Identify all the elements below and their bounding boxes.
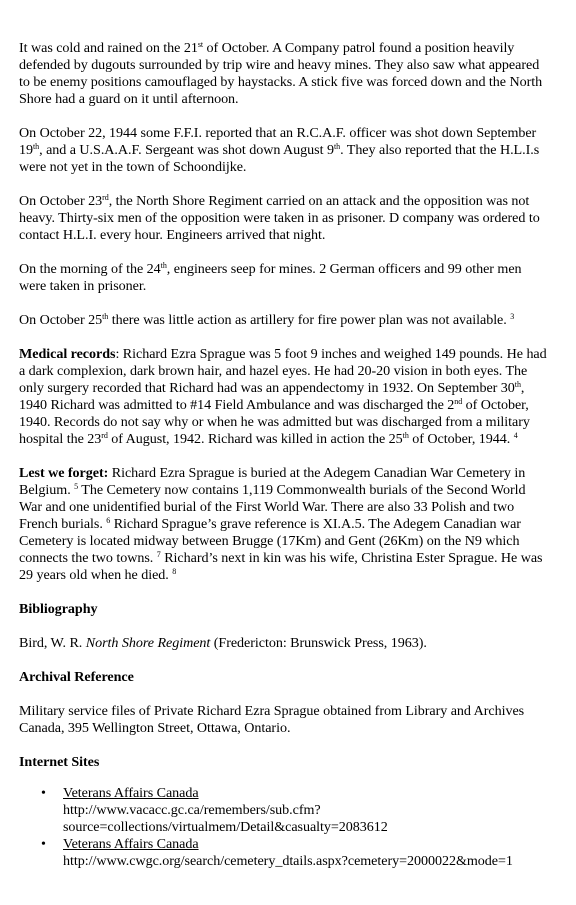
lest-we-forget-label: Lest we forget: (19, 465, 109, 481)
list-item (19, 785, 549, 836)
site-url-continued: source=collections/virtualmem/Detail&casualty=2083612 (63, 819, 388, 835)
site-url: http://www.cwgc.org/search/cemetery_dtails.aspx?cemetery=2000022&mode=1 (63, 853, 513, 869)
veterans-affairs-link[interactable]: Veterans Affairs Canada (63, 785, 199, 801)
paragraph-oct-22: On October 22, 1944 some F.F.I. reported that an R.C.A.F. officer was shot down September 19th, and a U.S.A.A.F. Sergeant was shot down August 9th. They also reported that the H.L.I.s were not yet in the town of Schoondijke. (19, 125, 540, 175)
archival-reference-text: Military service files of Private Richard Ezra Sprague obtained from Library and Archives Canada, 395 Wellington Street, Ottawa, Ontario. (19, 703, 525, 736)
bibliography-heading: Bibliography (19, 601, 98, 617)
bibliography-title: North Shore Regiment (85, 635, 211, 651)
archival-reference-heading: Archival Reference (19, 669, 134, 685)
paragraph-oct-24: On the morning of the 24th, engineers seep for mines. 2 German officers and 99 other men were taken in prisoner. (19, 261, 522, 294)
bullet-icon: • (41, 836, 46, 852)
list-item (19, 836, 549, 870)
veterans-affairs-link[interactable]: Veterans Affairs Canada (63, 836, 199, 852)
paragraph-oct-25: On October 25th there was little action as artillery for fire power plan was not available. $^3$ (19, 312, 515, 328)
medical-records-paragraph: Medical records: Richard Ezra Sprague was 5 foot 9 inches and weighed 149 pounds. He had a dark complexion, dark brown hair, and hazel eyes. He had 20-20 vision in both eyes. The only surgery recorded that Richard had was an appendectomy in 1932. On September 30th, 1940 Richard was admitted to #14 Field Ambulance and was discharged the 2nd of October, 1940. Records do not say why or when he was admitted but was discharged from a military hospital the 23rd of August, 1942. Richard was killed in action the 25th of October, 1944. $^4$ (19, 346, 547, 447)
document-page (19, 40, 549, 870)
paragraph-oct-23: On October 23rd, the North Shore Regiment carried on an attack and the opposition was not heavy. Thirty-six men of the opposition were taken in as prisoner. D company was ordered to contact H.L.I. every hour. Engineers arrived that night. (19, 193, 540, 243)
bibliography-entry (19, 635, 549, 652)
medical-records-label: Medical records (19, 346, 116, 362)
paragraph-oct-21: It was cold and rained on the 21st of October. A Company patrol found a position heavily defended by dugouts surrounded by trip wire and heavy mines. They also saw what appeared to be enemy positions camouflaged by haystacks. A stick five was forced down and the North Shore had a guard on it until afternoon. (19, 40, 543, 107)
site-url: http://www.vacacc.gc.ca/remembers/sub.cfm? (63, 802, 321, 818)
lest-we-forget-paragraph: Lest we forget: Richard Ezra Sprague is buried at the Adegem Canadian War Cemetery in Belgium. $^5$ The Cemetery now contains 1,119 Commonwealth burials of the Second World War and one unidentified burial of the First World War. There are also 33 Polish and two French burials. $^6$ Richard Sprague’s grave reference is XI.A.5. The Adegem Canadian war Cemetery is located midway between Brugge (17Km) and Gent (26Km) on the N9 which connects the two towns. $^7$ Richard’s next in kin was his wife, Christina Ester Sprague. He was 29 years old when he died. $^8$ (19, 465, 543, 583)
bibliography-publisher: (Fredericton: Brunswick Press, 1963). (210, 635, 427, 651)
bullet-icon: • (41, 785, 46, 801)
bibliography-author: Bird, W. R. (19, 635, 86, 651)
internet-sites-heading: Internet Sites (19, 754, 100, 770)
internet-sites-list (19, 785, 549, 870)
